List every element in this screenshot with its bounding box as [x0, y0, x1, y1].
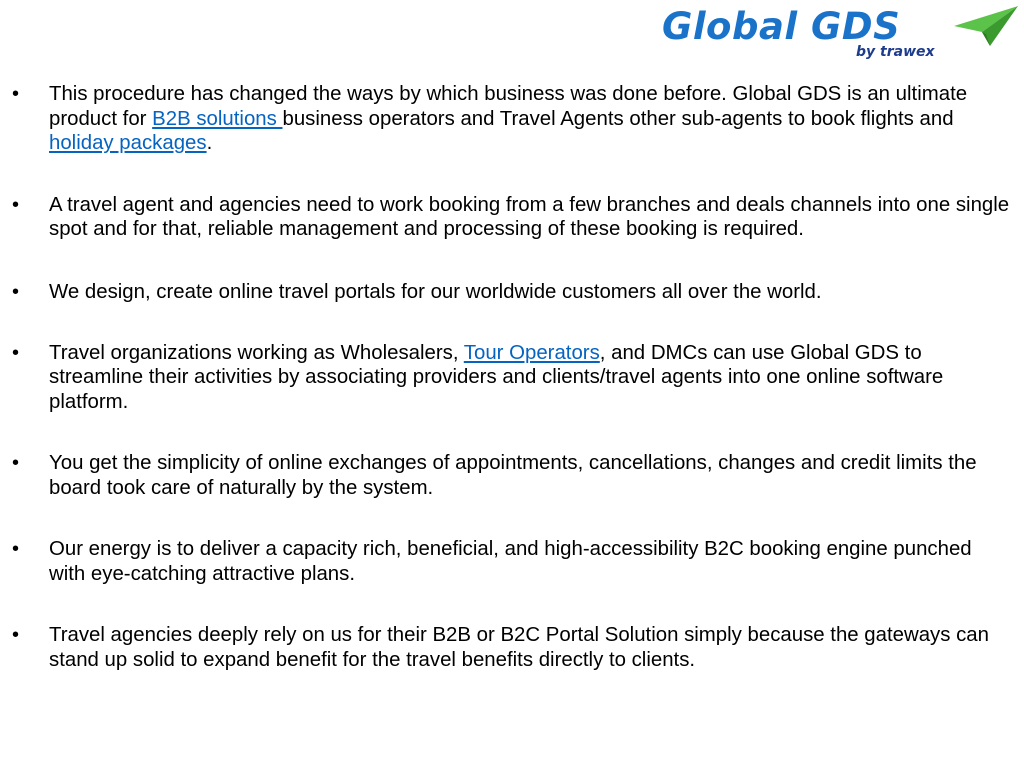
bullet-text: Our energy is to deliver a capacity rich, beneficial, and high-accessibility B2C booking engine punched with eye-catching attractive plans.	[49, 538, 972, 585]
bullet-text: Travel agencies deeply rely on us for their B2B or B2C Portal Solution simply because the gateways can stand up solid to expand benefit for the travel benefits directly to clients.	[49, 624, 989, 671]
paper-plane-icon	[952, 4, 1020, 50]
holiday-packages-link[interactable]: holiday packages	[49, 132, 207, 155]
bullet-marker: •	[12, 538, 20, 561]
bullet-item-b2b	[0, 82, 1024, 156]
bullet-marker: •	[12, 193, 20, 216]
logo-brand-text: Global GDS	[662, 5, 901, 48]
bullet-text: Travel organizations working as Wholesalers,	[49, 341, 464, 364]
bullet-text: You get the simplicity of online exchanges of appointments, cancellations, changes and credit limits the board took care of naturally by the system.	[49, 452, 977, 500]
bullet-marker: •	[12, 83, 20, 105]
bullet-item-tour-operators	[0, 341, 1024, 415]
bullet-text: business operators and Travel Agents other sub-agents to book flights and	[282, 107, 954, 130]
bullet-item-portal-solution	[0, 623, 1024, 672]
tour-operators-link[interactable]: Tour Operators	[463, 341, 600, 364]
bullet-item-b2c-engine	[0, 537, 1024, 586]
bullet-text: We design, create online travel portals for our worldwide customers all over the world.	[49, 280, 822, 303]
global-gds-logo	[660, 4, 1020, 62]
bullet-marker: •	[12, 280, 20, 303]
bullet-marker: •	[12, 452, 20, 475]
bullet-marker: •	[12, 624, 20, 647]
bullet-item-agencies	[0, 193, 1024, 242]
bullet-text: A travel agent and agencies need to work booking from a few branches and deals channels into one single spot and for that, reliable management and processing of these booking is required.	[49, 193, 1010, 241]
bullet-text: , and DMCs can use Global GDS to streamline their activities by associating providers and clients/travel agents into one online software platform.	[49, 341, 944, 414]
bullet-marker: •	[12, 341, 20, 364]
bullet-text: .	[206, 132, 213, 155]
bullet-item-exchanges	[0, 451, 1024, 500]
b2b-solutions-link[interactable]: B2B solutions	[152, 107, 283, 130]
bullet-text: This procedure has changed the ways by which business was done before. Global GDS is an ultimate product for	[49, 83, 968, 130]
bullet-list	[0, 82, 1024, 709]
bullet-item-portals	[0, 280, 1024, 305]
logo-tagline: by trawex	[856, 44, 935, 60]
